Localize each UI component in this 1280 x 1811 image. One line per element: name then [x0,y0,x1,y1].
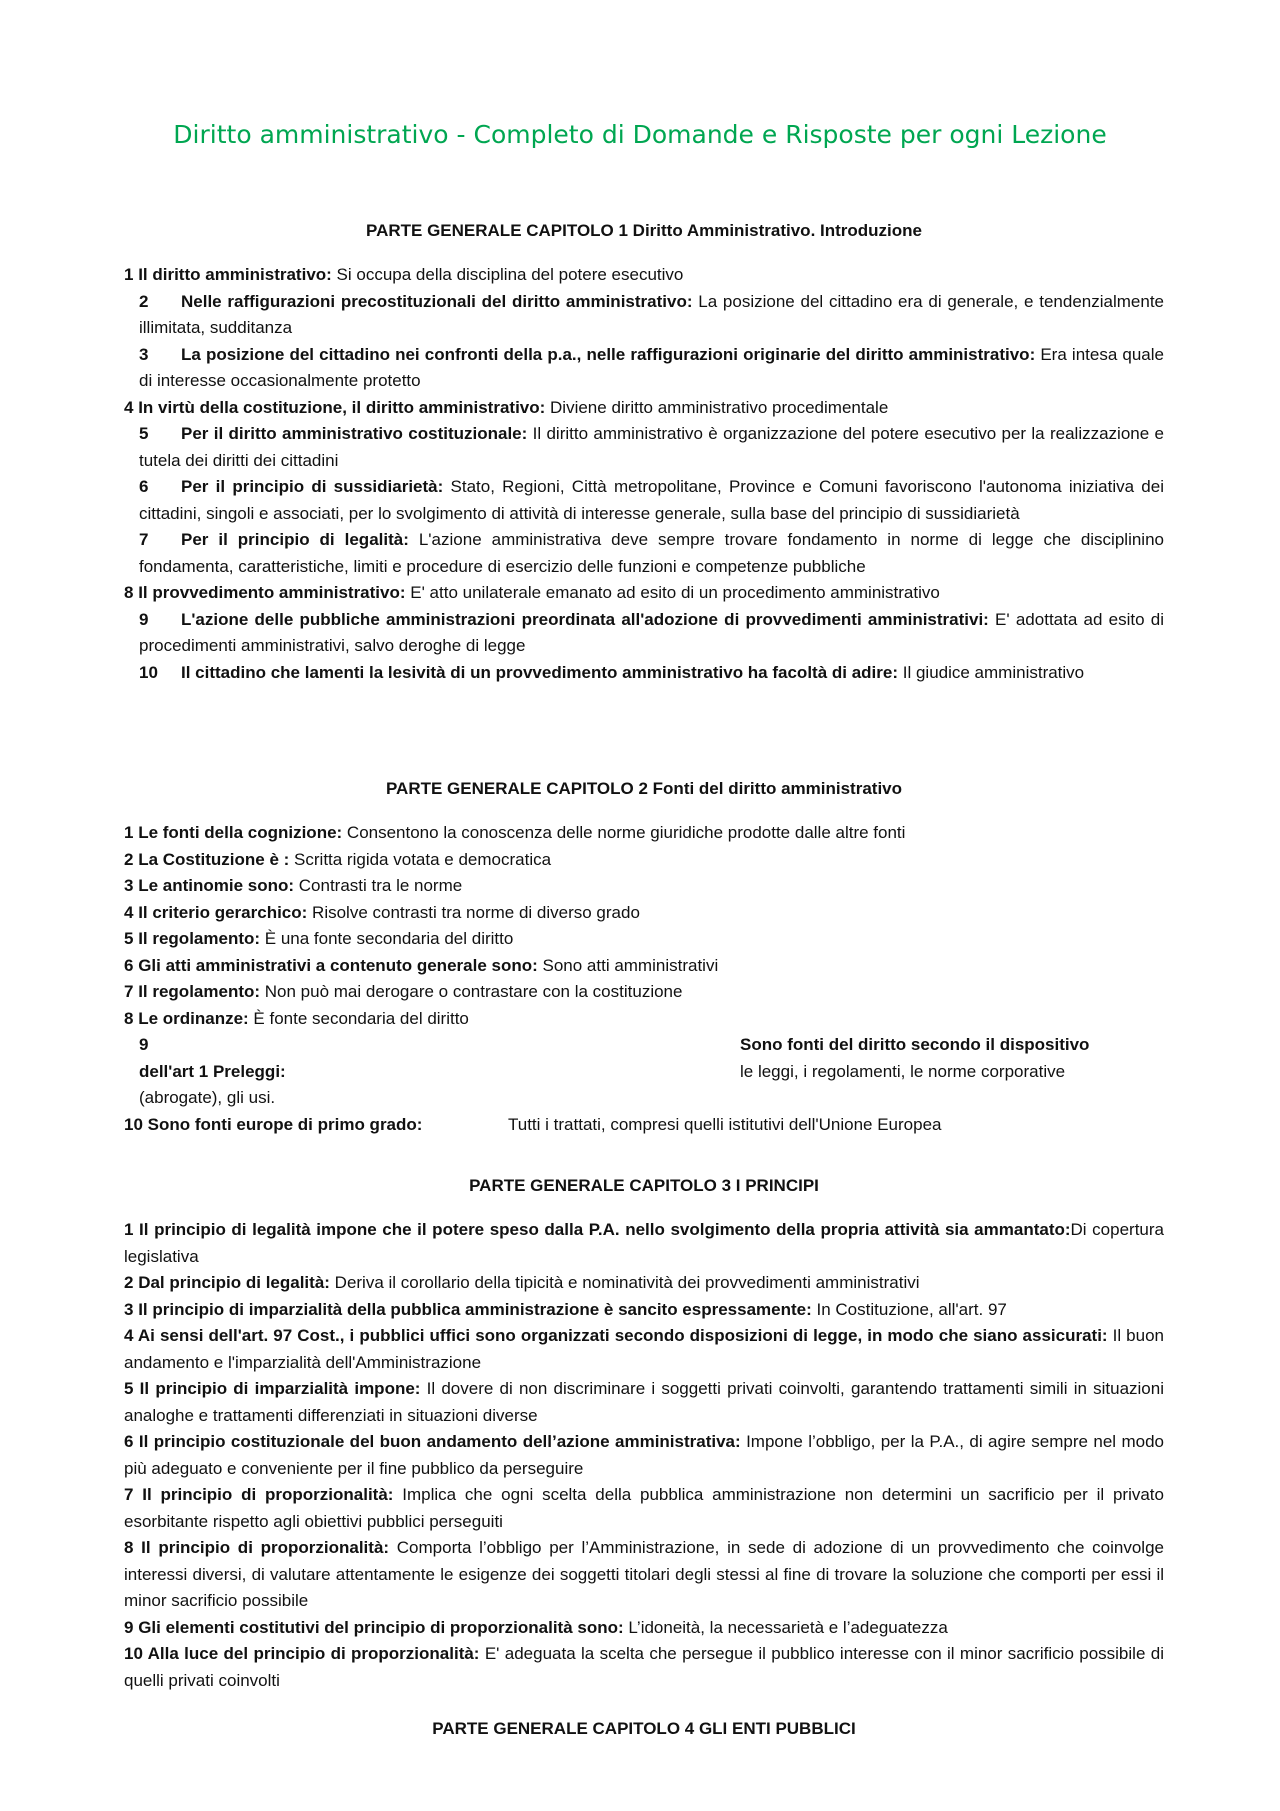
item-number: 5 [124,929,139,948]
item-number: 1 [124,823,139,842]
item-question: 10 Sono fonti europe di primo grado: [124,1115,423,1134]
item-answer: Contrasti tra le norme [294,876,463,895]
qa-item-9 [124,1032,1164,1112]
item-question: Nelle raffigurazioni precostituzionali del diritto amministrativo: [181,291,693,311]
item-question: Alla luce del principio di proporzionalità: [147,1644,480,1663]
item-question: Ai sensi dell'art. 97 Cost., i pubblici uffici sono organizzati secondo disposizioni di legge, in modo che siano assicurati: [137,1326,1108,1345]
qa-item [124,395,1164,422]
item-question: Per il principio di sussidiarietà: [181,477,444,496]
qa-item [124,342,1164,395]
section-chapter-4 [124,1716,1164,1760]
item-answer: E' adottata ad esito di procedimenti amministrativi, salvo deroghe di legge [139,609,1164,655]
qa-item [124,1429,1164,1482]
item-number: 7 [124,982,139,1001]
item-question: Il regolamento: [138,929,261,948]
item-answer: Sono atti amministrativi [537,955,719,975]
qa-item [124,262,1164,289]
item-answer: Diviene diritto amministrativo procedimentale [545,397,889,417]
qa-item [124,820,1164,847]
item-number: 2 [124,1273,139,1292]
item-answer: E' adeguata la scelta che persegue il pubblico interesse con il minor sacrificio possibile di quelli privati coinvolti [124,1644,1164,1690]
item-question: Il principio di imparzialità della pubblica amministrazione è sancito espressamente: [138,1299,812,1319]
item-question: Gli elementi costitutivi del principio di proporzionalità sono: [138,1617,624,1637]
item-number: 5 [124,1379,140,1398]
item-number: 3 [139,344,149,364]
item-number: 1 [124,1220,140,1239]
item-question: Le antinomie sono: [138,876,295,895]
item-answer: È una fonte secondaria del diritto [260,929,514,948]
section-chapter-2 [124,776,1164,1138]
qa-item [124,1297,1164,1324]
item-question: Le ordinanze: [138,1008,249,1028]
item-answer: Il buon andamento e l'imparzialità dell'Amministrazione [124,1326,1165,1372]
item-number: 4 [124,397,139,417]
qa-item [124,1615,1164,1642]
item-question: Il principio di proporzionalità: [142,1485,394,1504]
section-heading: PARTE GENERALE CAPITOLO 3 I PRINCIPI [469,1176,819,1195]
item-answer: Si occupa della disciplina del potere esecutivo [331,265,684,284]
qa-list [124,1217,1164,1694]
qa-item-10 [124,1112,1164,1138]
item-answer: Era intesa quale di interesse occasionalmente protetto [139,344,1164,390]
item-number: 8 [124,583,139,602]
item-answer: Consentono la conoscenza delle norme giuridiche prodotte dalle altre fonti [342,823,906,842]
qa-item [124,953,1164,980]
item-answer: (abrogate), gli usi. [139,1088,276,1107]
item-answer: Il diritto amministrativo è organizzazione del potere esecutivo per la realizzazione e tutela dei diritti dei cittadini [139,424,1164,470]
section-heading: PARTE GENERALE CAPITOLO 4 GLI ENTI PUBBLICI [432,1719,856,1738]
item-answer: le leggi, i regolamenti, le norme corporative [740,1061,1066,1081]
item-number: 8 [124,1538,142,1557]
item-question: Sono fonti del diritto secondo il dispositivo [740,1035,1090,1054]
item-number: 10 [139,662,158,682]
qa-list [124,820,1164,1032]
document-title: Diritto amministrativo - Completo di Domande e Risposte per ogni Lezione [173,120,1107,149]
item-question: L'azione delle pubbliche amministrazioni preordinata all'adozione di provvedimenti amministrativi: [181,609,989,629]
item-question: Il principio di proporzionalità: [141,1538,390,1557]
qa-list [124,262,1164,686]
item-9-left-column [139,1032,639,1112]
section-heading: PARTE GENERALE CAPITOLO 2 Fonti del diritto amministrativo [385,779,903,798]
item-number: 6 [124,1432,139,1451]
qa-item [124,1270,1164,1297]
qa-item [124,1535,1164,1615]
item-answer: Non può mai derogare o contrastare con la costituzione [260,982,683,1001]
item-answer: E' atto unilaterale emanato ad esito di un procedimento amministrativo [405,583,940,602]
item-number: 5 [139,424,149,443]
item-answer: Deriva il corollario della tipicità e nominatività dei provvedimenti amministrativi [329,1273,920,1292]
item-answer: Risolve contrasti tra norme di diverso grado [307,902,640,922]
item-number: 8 [124,1008,139,1028]
item-question: Gli atti amministrativi a contenuto generale sono: [138,955,538,975]
item-question: La Costituzione è : [138,849,290,869]
qa-item [124,873,1164,900]
item-number: 6 [124,955,139,975]
item-number: 3 [124,876,139,895]
item-answer: Tutti i trattati, compresi quelli istitutivi dell'Unione Europea [508,1115,942,1134]
item-answer: Impone l’obbligo, per la P.A., di agire sempre nel modo più adeguato e conveniente per il fine pubblico da perseguire [124,1432,1164,1478]
qa-item [124,1006,1164,1033]
item-answer: Scritta rigida votata e democratica [289,849,552,869]
qa-item [124,979,1164,1006]
item-number: 7 [139,530,149,549]
item-number: 9 [139,1035,149,1054]
item-9-right-column [740,1032,1160,1085]
item-number: 10 [124,1644,148,1663]
qa-item [124,607,1164,660]
item-number: 7 [124,1485,143,1504]
item-question: Le fonti della cognizione: [138,823,343,842]
item-question: Il cittadino che lamenti la lesività di un provvedimento amministrativo ha facoltà di adire: [181,662,899,682]
qa-item [124,289,1164,342]
item-answer: In Costituzione, all'art. 97 [811,1299,1007,1319]
qa-item [124,1217,1164,1270]
item-question: Il regolamento: [138,982,261,1001]
qa-item [124,847,1164,874]
qa-item [124,421,1164,474]
item-answer: Il giudice amministrativo [898,662,1085,682]
item-number: 6 [139,477,149,496]
item-answer: Implica che ogni scelta della pubblica amministrazione non determini un sacrificio per il privato esorbitante rispetto agli obiettivi pubblici perseguiti [124,1485,1164,1531]
item-number: 4 [124,902,139,922]
item-answer: L’idoneità, la necessarietà e l’adeguatezza [623,1617,948,1637]
qa-item [124,900,1164,927]
item-question: dell'art 1 Preleggi: [139,1061,286,1081]
section-heading: PARTE GENERALE CAPITOLO 1 Diritto Amministrativo. Introduzione [366,221,922,240]
item-answer: Di copertura legislativa [124,1220,1164,1266]
qa-item [124,1376,1164,1429]
item-answer: È fonte secondaria del diritto [248,1008,469,1028]
qa-item [124,926,1164,953]
item-answer: Il dovere di non discriminare i soggetti privati coinvolti, garantendo trattamenti simili in situazioni analoghe e trattamenti differenziati in situazioni diverse [124,1379,1164,1425]
qa-item [124,1641,1164,1694]
item-number: 9 [124,1617,139,1637]
item-question: In virtù della costituzione, il diritto amministrativo: [138,397,546,417]
item-answer: Comporta l’obbligo per l’Amministrazione, in sede di adozione di un provvedimento che coinvolge interessi diversi, di valutare attentamente le esigenze dei soggetti titolari degli stessi al fine di trovare la soluzione che comporti per essi il minor sacrificio possibile [124,1538,1164,1610]
item-question: Per il principio di legalità: [181,530,409,549]
item-number: 9 [139,609,149,629]
item-answer: La posizione del cittadino era di generale, e tendenzialmente illimitata, sudditanza [139,291,1164,337]
item-question: Il diritto amministrativo: [138,265,332,284]
qa-item [124,660,1164,687]
qa-item [124,580,1164,607]
item-question: Il criterio gerarchico: [138,902,308,922]
item-question: Il provvedimento amministrativo: [138,583,406,602]
item-answer: L'azione amministrativa deve sempre trovare fondamento in norme di legge che disciplinino fondamenta, caratteristiche, limiti e procedure di esercizio delle funzioni e competenze pubbliche [139,530,1164,576]
item-number: 4 [124,1326,138,1345]
qa-item [124,1482,1164,1535]
item-question: Il principio di legalità impone che il potere speso dalla P.A. nello svolgimento della propria attività sia ammantato: [139,1220,1071,1239]
item-question: Dal principio di legalità: [138,1273,330,1292]
item-answer: Stato, Regioni, Città metropolitane, Province e Comuni favoriscono l'autonoma iniziativa dei cittadini, singoli e associati, per lo svolgimento di attività di interesse generale, sulla base del principio di sussidiarietà [139,477,1164,523]
item-number: 2 [139,291,149,311]
item-question: Per il diritto amministrativo costituzionale: [181,424,528,443]
item-number: 1 [124,265,139,284]
item-number: 2 [124,849,139,869]
section-chapter-1 [124,218,1164,686]
qa-item [124,527,1164,580]
item-number: 3 [124,1299,139,1319]
qa-item [124,474,1164,527]
item-question: Il principio di imparzialità impone: [139,1379,421,1398]
item-question: La posizione del cittadino nei confronti della p.a., nelle raffigurazioni originarie del diritto amministrativo: [181,344,1036,364]
qa-item [124,1323,1164,1376]
item-question: Il principio costituzionale del buon andamento dell’azione amministrativa: [138,1432,741,1451]
section-chapter-3 [124,1173,1164,1694]
